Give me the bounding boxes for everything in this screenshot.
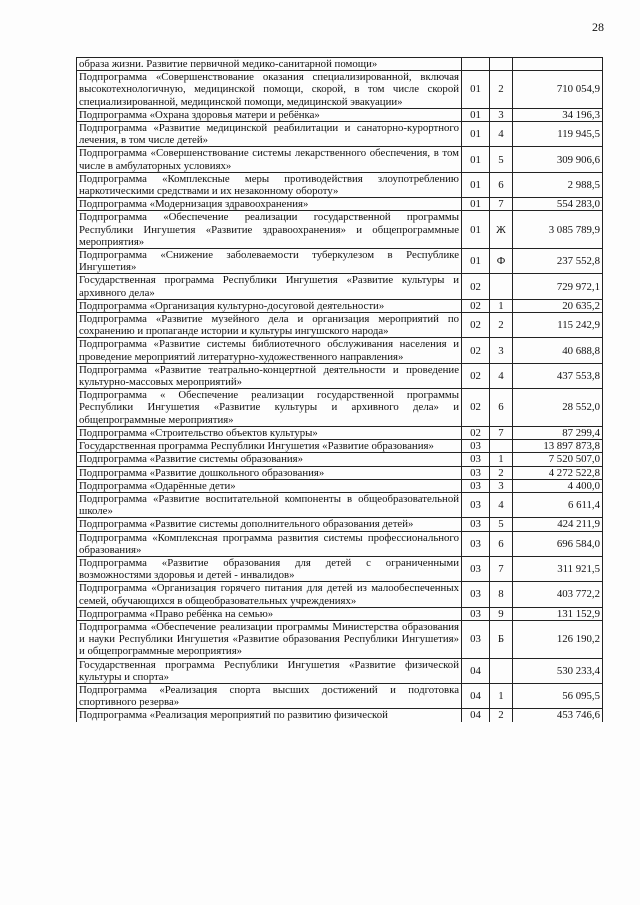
cell-code2	[490, 440, 513, 453]
cell-code2: 7	[490, 556, 513, 581]
table-row	[77, 683, 603, 708]
table-row	[77, 108, 603, 121]
cell-name: Подпрограмма «Развитие системы библиотечного обслуживания населения и проведение мероприятий литературно-художественного направления»	[77, 338, 462, 363]
cell-sum	[513, 58, 603, 71]
cell-sum: 56 095,5	[513, 683, 603, 708]
cell-sum: 4 400,0	[513, 479, 603, 492]
cell-name: Подпрограмма «Реализация спорта высших достижений и подготовка спортивного резерва»	[77, 683, 462, 708]
cell-code1: 03	[462, 531, 490, 556]
table-row	[77, 531, 603, 556]
cell-sum: 4 272 522,8	[513, 466, 603, 479]
cell-name: Подпрограмма «Организация горячего питания для детей из малообеспеченных семей, обучающихся в общеобразовательных учреждениях»	[77, 582, 462, 607]
cell-sum: 710 054,9	[513, 71, 603, 109]
cell-code2: 3	[490, 338, 513, 363]
cell-code1: 01	[462, 211, 490, 249]
cell-sum: 696 584,0	[513, 531, 603, 556]
table-row	[77, 479, 603, 492]
table-row	[77, 607, 603, 620]
cell-code1: 03	[462, 479, 490, 492]
cell-sum: 131 152,9	[513, 607, 603, 620]
cell-code1: 02	[462, 313, 490, 338]
cell-code1: 03	[462, 492, 490, 517]
table-row	[77, 440, 603, 453]
cell-sum: 237 552,8	[513, 249, 603, 274]
cell-code1: 03	[462, 607, 490, 620]
cell-sum: 403 772,2	[513, 582, 603, 607]
cell-name: образа жизни. Развитие первичной медико-санитарной помощи»	[77, 58, 462, 71]
cell-code1: 01	[462, 172, 490, 197]
cell-code2: 4	[490, 492, 513, 517]
cell-code1: 02	[462, 363, 490, 388]
cell-sum: 3 085 789,9	[513, 211, 603, 249]
cell-name: Подпрограмма «Одарённые дети»	[77, 479, 462, 492]
cell-code1: 03	[462, 582, 490, 607]
table-row	[77, 492, 603, 517]
cell-sum: 424 211,9	[513, 518, 603, 531]
cell-code2: 7	[490, 198, 513, 211]
cell-sum: 13 897 873,8	[513, 440, 603, 453]
cell-sum: 729 972,1	[513, 274, 603, 299]
cell-code2: 6	[490, 531, 513, 556]
cell-code1: 01	[462, 122, 490, 147]
cell-code2: 1	[490, 453, 513, 466]
table-row	[77, 211, 603, 249]
cell-code2: 6	[490, 172, 513, 197]
cell-sum: 7 520 507,0	[513, 453, 603, 466]
table-row	[77, 658, 603, 683]
table-row	[77, 274, 603, 299]
table-row	[77, 518, 603, 531]
cell-code1	[462, 58, 490, 71]
table-row	[77, 58, 603, 71]
cell-code2: 3	[490, 479, 513, 492]
cell-code1: 02	[462, 389, 490, 427]
cell-name: Подпрограмма «Снижение заболеваемости туберкулезом в Республике Ингушетия»	[77, 249, 462, 274]
cell-code1: 04	[462, 658, 490, 683]
table-row	[77, 363, 603, 388]
cell-sum: 530 233,4	[513, 658, 603, 683]
cell-code1: 03	[462, 556, 490, 581]
cell-code2: 5	[490, 147, 513, 172]
table-row	[77, 620, 603, 658]
cell-code1: 02	[462, 299, 490, 312]
cell-code2: 1	[490, 299, 513, 312]
cell-sum: 40 688,8	[513, 338, 603, 363]
cell-code1: 01	[462, 108, 490, 121]
cell-code2	[490, 658, 513, 683]
cell-name: Подпрограмма «Строительство объектов культуры»	[77, 426, 462, 439]
cell-code1: 03	[462, 518, 490, 531]
cell-sum: 6 611,4	[513, 492, 603, 517]
cell-sum: 453 746,6	[513, 709, 603, 722]
cell-code1: 04	[462, 709, 490, 722]
table-row	[77, 582, 603, 607]
cell-code1: 02	[462, 426, 490, 439]
cell-name: Государственная программа Республики Ингушетия «Развитие физической культуры и спорта»	[77, 658, 462, 683]
cell-name: Подпрограмма «Совершенствование системы лекарственного обеспечения, в том числе в амбулаторных условиях»	[77, 147, 462, 172]
cell-name: Подпрограмма «Развитие дошкольного образования»	[77, 466, 462, 479]
cell-name: Подпрограмма «Развитие воспитательной компоненты в общеобразовательной школе»	[77, 492, 462, 517]
cell-sum: 115 242,9	[513, 313, 603, 338]
budget-table-body	[77, 58, 603, 722]
budget-table	[76, 57, 603, 722]
cell-sum: 28 552,0	[513, 389, 603, 427]
cell-sum: 34 196,3	[513, 108, 603, 121]
cell-code2: 2	[490, 71, 513, 109]
cell-code1: 01	[462, 249, 490, 274]
cell-code2: 4	[490, 363, 513, 388]
cell-sum: 554 283,0	[513, 198, 603, 211]
table-row	[77, 556, 603, 581]
cell-code1: 03	[462, 466, 490, 479]
cell-code2: Б	[490, 620, 513, 658]
cell-name: Подпрограмма «Комплексные меры противодействия злоупотреблению наркотическими средствами и их незаконному обороту»	[77, 172, 462, 197]
cell-code2: Ф	[490, 249, 513, 274]
cell-sum: 311 921,5	[513, 556, 603, 581]
cell-sum: 119 945,5	[513, 122, 603, 147]
cell-code1: 02	[462, 338, 490, 363]
cell-name: Подпрограмма «Охрана здоровья матери и ребёнка»	[77, 108, 462, 121]
cell-sum: 20 635,2	[513, 299, 603, 312]
cell-code2: 7	[490, 426, 513, 439]
cell-code2	[490, 58, 513, 71]
cell-name: Подпрограмма « Обеспечение реализации государственной программы Республики Ингушетия «Развитие культуры и архивного дела» и общепрограммные мероприятия»	[77, 389, 462, 427]
cell-code1: 03	[462, 620, 490, 658]
cell-name: Подпрограмма «Организация культурно-досуговой деятельности»	[77, 299, 462, 312]
table-row	[77, 299, 603, 312]
cell-code2: 8	[490, 582, 513, 607]
cell-name: Подпрограмма «Развитие театрально-концертной деятельности и проведение культурно-массовых мероприятий»	[77, 363, 462, 388]
cell-code2: 5	[490, 518, 513, 531]
cell-code1: 01	[462, 147, 490, 172]
cell-sum: 309 906,6	[513, 147, 603, 172]
cell-sum: 87 299,4	[513, 426, 603, 439]
cell-code1: 01	[462, 198, 490, 211]
table-row	[77, 198, 603, 211]
cell-name: Подпрограмма «Модернизация здравоохранения»	[77, 198, 462, 211]
table-row	[77, 389, 603, 427]
cell-name: Подпрограмма «Реализация мероприятий по развитию физической	[77, 709, 462, 722]
cell-name: Подпрограмма «Развитие образования для детей с ограниченными возможностями здоровья и детей - инвалидов»	[77, 556, 462, 581]
table-row	[77, 426, 603, 439]
table-row	[77, 709, 603, 722]
cell-code2: 2	[490, 313, 513, 338]
cell-name: Подпрограмма «Развитие музейного дела и организация мероприятий по сохранению и пропаганде истории и культуры ингушского народа»	[77, 313, 462, 338]
cell-name: Подпрограмма «Развитие системы образования»	[77, 453, 462, 466]
table-row	[77, 122, 603, 147]
page-number: 28	[592, 20, 604, 34]
table-row	[77, 249, 603, 274]
table-row	[77, 338, 603, 363]
cell-code2: 9	[490, 607, 513, 620]
cell-code2: 1	[490, 683, 513, 708]
cell-name: Подпрограмма «Развитие системы дополнительного образования детей»	[77, 518, 462, 531]
cell-sum: 437 553,8	[513, 363, 603, 388]
cell-code2: 2	[490, 709, 513, 722]
cell-code2: 3	[490, 108, 513, 121]
cell-code1: 02	[462, 274, 490, 299]
cell-code2: 6	[490, 389, 513, 427]
table-row	[77, 147, 603, 172]
cell-name: Подпрограмма «Право ребёнка на семью»	[77, 607, 462, 620]
cell-name: Подпрограмма «Совершенствование оказания специализированной, включая высокотехнологичную, медицинской помощи, скорой, в том числе скорой специализированной, медицинской помощи, медицинской эвакуации»	[77, 71, 462, 109]
cell-code2: 2	[490, 466, 513, 479]
cell-name: Государственная программа Республики Ингушетия «Развитие образования»	[77, 440, 462, 453]
cell-name: Подпрограмма «Обеспечение реализации государственной программы Республики Ингушетия «Развитие здравоохранения» и общепрограммные мероприятия»	[77, 211, 462, 249]
cell-code1: 04	[462, 683, 490, 708]
cell-code2: Ж	[490, 211, 513, 249]
table-row	[77, 172, 603, 197]
cell-name: Подпрограмма «Комплексная программа развития системы профессионального образования»	[77, 531, 462, 556]
cell-code2	[490, 274, 513, 299]
cell-sum: 126 190,2	[513, 620, 603, 658]
table-row	[77, 71, 603, 109]
cell-name: Подпрограмма «Обеспечение реализации программы Министерства образования и науки Республики Ингушетия «Развитие образования Республики Ингушетия» и общепрограммные мероприятия»	[77, 620, 462, 658]
cell-sum: 2 988,5	[513, 172, 603, 197]
table-row	[77, 453, 603, 466]
cell-name: Государственная программа Республики Ингушетия «Развитие культуры и архивного дела»	[77, 274, 462, 299]
cell-code1: 03	[462, 440, 490, 453]
table-row	[77, 466, 603, 479]
cell-code1: 03	[462, 453, 490, 466]
table-row	[77, 313, 603, 338]
cell-code2: 4	[490, 122, 513, 147]
cell-code1: 01	[462, 71, 490, 109]
cell-name: Подпрограмма «Развитие медицинской реабилитации и санаторно-курортного лечения, в том числе детей»	[77, 122, 462, 147]
